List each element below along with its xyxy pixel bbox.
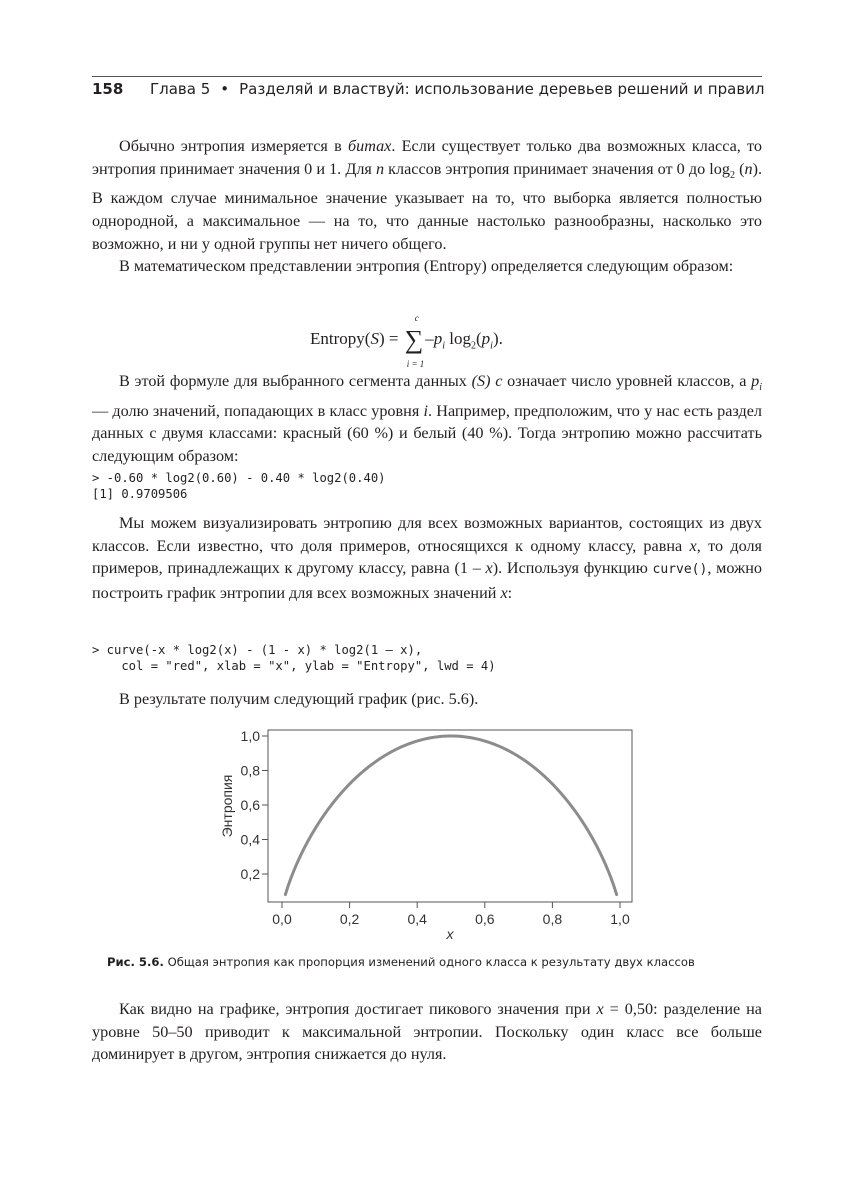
y-tick-label: 0,6 [240,797,260,813]
y-tick-label: 0,4 [240,831,260,848]
entropy-formula: Entropy(S) = ∑ c i = 1 $-p_i$ $\log_2(p_i)$. [310,313,503,369]
entropy-curve [285,736,616,895]
bullet-separator: • [220,80,230,98]
y-tick-label: 1,0 [240,728,260,744]
y-tick-label: 0,8 [240,762,260,779]
x-axis [272,902,630,927]
chapter-label: Глава 5 [150,80,211,98]
paragraph-conclusion: Как видно на графике, энтропия достигает пикового значения при x = 0,50: разделение на уровне 50–50 приводит к максимальной энтропии. Поскольку один класс все больше доминирует в другом, энтропия снижается до нуля. [92,1000,762,1064]
x-tick-label: 0,8 [542,911,563,927]
code-block-curve: > curve(-x * log2(x) - (1 - x) * log2(1 – x), col = "red", xlab = "x", ylab = "Entropy", lwd = 4) [92,643,496,673]
paragraph-entropy-bits: Обычно энтропия измеряется в битах. Если существует только два возможных класса, то энтропия принимает значения 0 и 1. Для n классов энтропия принимает значения от 0 до $\log_2 (n)$. В каждом случае минимальное значение указывает на то, что выборка является полностью однородной, а максимальное — на то, что данные настолько разнообразны, насколько это возможно, и ни у одной группы нет ничего общего. В математическом представлении энтропия (Entropy) определяется следующим образом: [92,135,762,278]
code-block-entropy-calc: > -0.60 * log2(0.60) - 0.40 * log2(0.40) [1] 0.9709506 [92,471,386,501]
paragraph-math-definition: В математическом представлении энтропия (Entropy) определяется следующим образом: [119,257,734,276]
x-tick-label: 1,0 [610,911,630,927]
x-tick-label: 0,0 [272,911,292,927]
figure-label: Рис. 5.6. [107,955,164,969]
y-tick-label: 0,2 [240,866,260,882]
x-tick-label: 0,4 [407,911,427,927]
x-axis-label: x [446,926,454,942]
plot-frame [268,730,632,902]
chapter-title: Разделяй и властвуй: использование деревьев решений и правил [239,80,765,98]
header-rule [92,76,762,77]
sum-symbol: ∑ c i = 1 [404,313,425,369]
paragraph-result: В результате получим следующий график (рис. 5.6). [119,690,479,708]
running-header [92,80,765,98]
x-tick-label: 0,6 [475,911,495,927]
y-axis [241,728,268,882]
figure-caption: Рис. 5.6. Общая энтропия как пропорция изменений одного класса к результату двух классов [107,955,695,969]
paragraph-formula-explanation: В этой формуле для выбранного сегмента данных (S) c означает число уровней классов, а $p_i$ — долю значений, попадающих в класс уровня i. Например, предположим, что у нас есть раздел данных с двумя классами: красный (60 %) и белый (40 %). Тогда энтропию можно рассчитать следующим образом: [92,372,763,466]
paragraph-visualize: Мы можем визуализировать энтропию для всех возможных вариантов, состоящих из двух классов. Если известно, что доля примеров, относящихся к одному классу, равна x, то доля примеров, принадлежащих к другому классу, равна (1 – x). Используя функцию curve(), можно построить график энтропии для всех возможных значений x: [92,514,762,602]
y-axis-label: Энтропия [219,774,235,838]
x-tick-label: 0,2 [339,911,360,927]
page-number: 158 [92,80,124,98]
